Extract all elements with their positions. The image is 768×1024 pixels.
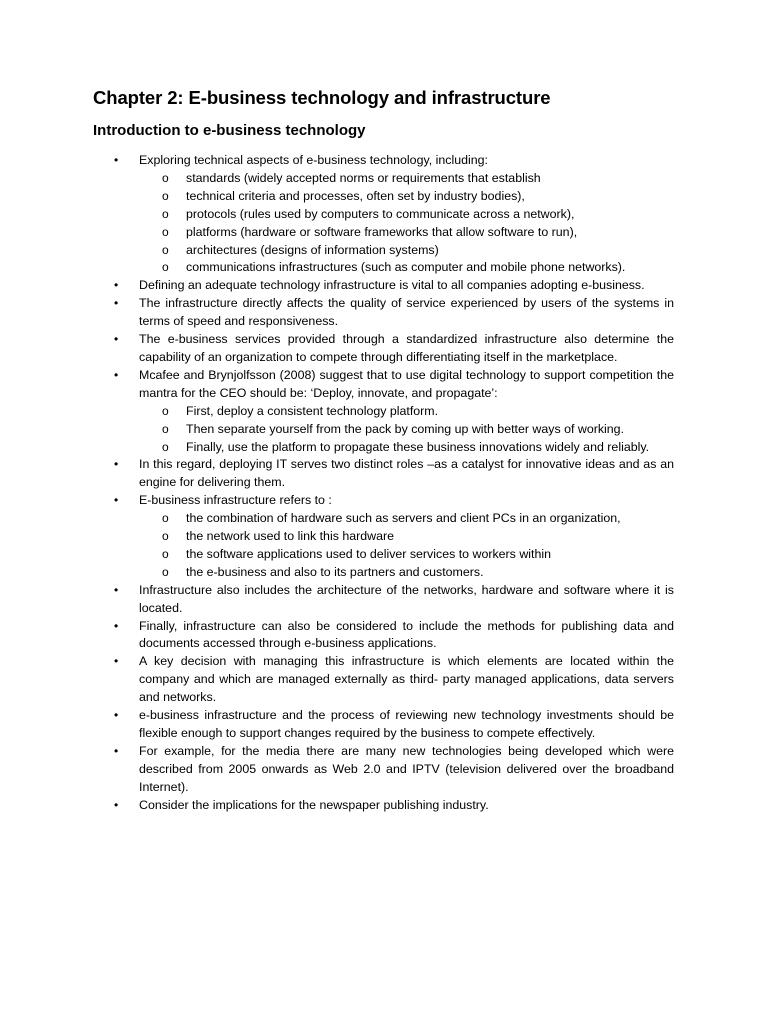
sub-list-item: o the e-business and also to its partners and customers.	[139, 564, 674, 582]
sub-list	[139, 403, 674, 457]
sub-list	[139, 170, 674, 277]
list-item	[114, 295, 674, 331]
bullet-list	[114, 152, 674, 815]
list-item	[114, 707, 674, 743]
list-item	[114, 456, 674, 492]
list-item-text: • Infrastructure also includes the architecture of the networks, hardware and software where it is located.	[139, 582, 674, 615]
sub-list-item: o communications infrastructures (such as computer and mobile phone networks).	[139, 259, 674, 277]
sub-list-item: o the network used to link this hardware	[139, 528, 674, 546]
list-item-text: • Consider the implications for the newspaper publishing industry.	[139, 797, 489, 812]
list-item-text: • e-business infrastructure and the process of reviewing new technology investments should be flexible enough to support changes required by the business to compete effectively.	[139, 708, 674, 740]
list-item	[114, 797, 674, 815]
list-item	[114, 653, 674, 707]
list-item-text: • E-business infrastructure refers to :	[139, 493, 332, 508]
list-item	[114, 492, 674, 582]
sub-list-item: o Finally, use the platform to propagate these business innovations widely and reliably.	[139, 439, 674, 457]
sub-list-item: o technical criteria and processes, often set by industry bodies),	[139, 188, 674, 206]
sub-list-item: o protocols (rules used by computers to communicate across a network),	[139, 206, 674, 224]
list-item-text: • Finally, infrastructure can also be considered to include the methods for publishing data and documents accessed through e-business applications.	[139, 618, 674, 651]
list-item	[114, 582, 674, 618]
list-item	[114, 331, 674, 367]
sub-list	[139, 510, 674, 582]
list-item	[114, 743, 674, 797]
page-title: Chapter 2: E-business technology and infrastructure	[93, 87, 551, 108]
list-item-text: • The infrastructure directly affects the quality of service experienced by users of the systems in terms of speed and responsiveness.	[139, 296, 674, 329]
list-item-text: • The e-business services provided through a standardized infrastructure also determine the capability of an organization to compete through differentiating itself in the marketplace.	[139, 332, 674, 364]
list-item-text: • Defining an adequate technology infrastructure is vital to all companies adopting e-business.	[139, 278, 645, 293]
list-item	[114, 277, 674, 295]
list-item-text: • For example, for the media there are many new technologies being developed which were described from 2005 onwards as Web 2.0 and IPTV (television delivered over the broadband Internet).	[139, 743, 674, 794]
section-heading: Introduction to e-business technology	[93, 122, 366, 139]
list-item-text: • In this regard, deploying IT serves two distinct roles –as a catalyst for innovative ideas and as an engine for delivering them.	[139, 457, 674, 490]
sub-list-item: o the combination of hardware such as servers and client PCs in an organization,	[139, 510, 674, 528]
list-item	[114, 152, 674, 277]
list-item-text: • A key decision with managing this infrastructure is which elements are located within the company and which are managed externally as third- party managed applications, data servers and networks.	[139, 654, 674, 705]
list-item	[114, 367, 674, 457]
list-item	[114, 618, 674, 654]
sub-list-item: o platforms (hardware or software frameworks that allow software to run),	[139, 224, 674, 242]
list-item-text: • Exploring technical aspects of e-business technology, including:	[139, 153, 488, 167]
sub-list-item: o the software applications used to deliver services to workers within	[139, 546, 674, 564]
list-item-text: • Mcafee and Brynjolfsson (2008) suggest that to use digital technology to support competition the mantra for the CEO should be: ‘Deploy, innovate, and propagate’:	[139, 367, 674, 400]
sub-list-item: o First, deploy a consistent technology platform.	[139, 403, 674, 421]
sub-list-item: o Then separate yourself from the pack by coming up with better ways of working.	[139, 421, 674, 439]
sub-list-item: o architectures (designs of information systems)	[139, 242, 674, 260]
sub-list-item: o standards (widely accepted norms or requirements that establish	[139, 170, 674, 188]
